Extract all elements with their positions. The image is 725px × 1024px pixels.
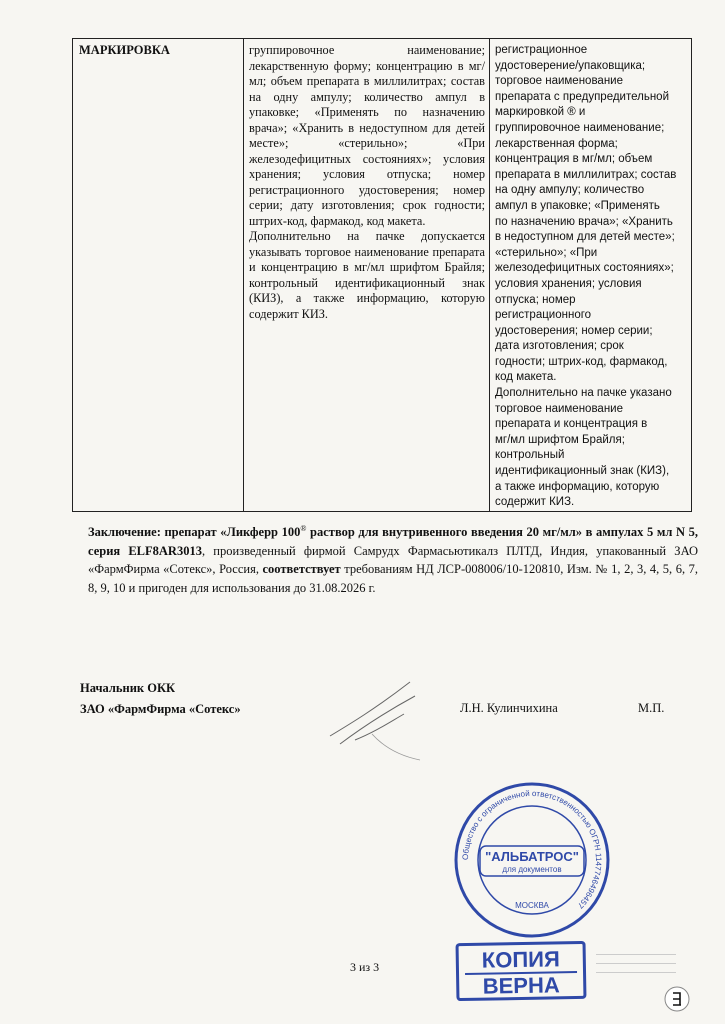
conclusion-lead: препарат « <box>164 525 227 540</box>
product-name: Ликферр 100 <box>226 525 301 540</box>
column-divider <box>243 39 244 511</box>
copy-stamp-line2: ВЕРНА <box>465 971 577 999</box>
conclusion-paragraph <box>88 520 698 597</box>
table-cell-requirements: группировочное наименование; лекарственную форму; концентрацию в мг/мл; объем препарата в миллилитрах; состав на одну ампулу; количество ампул в упаковке; «Применять по назначению врача»; «Хранить в недоступном для детей месте»; «стерильно»; «При железодефицитных состояниях»; условия хранения; условия отпуска; номер регистрационного удостоверения; номер серии; дату изготовления; срок годности; штрих-код, фармакод, код макета. Дополнительно на пачке допускается указывать торговое наименование препарата и концентрацию в мг/мл шрифтом Брайля; контрольный идентификационный знак (КИЗ), а также информацию, которую содержит КИЗ. <box>249 43 485 321</box>
seal-place: М.П. <box>638 701 665 715</box>
dosage-text: раствор для внутривенного введения 20 мг/мл» <box>306 525 583 540</box>
handwritten-signature <box>320 674 440 774</box>
copy-certified-stamp <box>456 941 587 1001</box>
faded-stamp-text <box>596 950 676 990</box>
seal-subtitle: для документов <box>502 865 562 874</box>
company-seal <box>452 780 612 940</box>
verdict-text: соответствует <box>262 562 341 577</box>
copy-stamp-line1: КОПИЯ <box>481 946 560 973</box>
seal-city: МОСКВА <box>515 901 549 910</box>
signer-name: Л.Н. Кулинчихина <box>460 701 558 715</box>
marking-table <box>72 38 692 512</box>
seal-ring-text: Общество с ограниченной ответственностью ОГРН 1147746496457 <box>460 788 604 911</box>
form-text: в ампулах 5 мл N 5, серия ELF8AR3013 <box>88 525 698 558</box>
column-divider <box>489 39 490 511</box>
conclusion-tail: требованиям НД ЛСР-008006/10-120810, Изм. № 1, 2, 3, 4, 5, 6, 7, 8, 9, 10 и пригоден для использования до 31.08.2026 г. <box>88 562 699 595</box>
signer-company: ЗАО «ФармФирма «Сотекс» <box>80 702 241 716</box>
conclusion-label: Заключение: <box>88 525 161 540</box>
seal-name: "АЛЬБАТРОС" <box>485 849 579 864</box>
table-row-label: МАРКИРОВКА <box>79 43 170 57</box>
registered-mark: ® <box>300 524 307 533</box>
producer-text: , произведенный фирмой Самрудх Фармасьютикалз ПЛТД, Индия, упакованный ЗАО «ФармФирма «Сотекс», Россия, <box>88 543 698 577</box>
document-icon <box>664 986 690 1012</box>
page-number: 3 из 3 <box>350 960 380 974</box>
table-cell-actual: регистрационное удостоверение/упаковщика; торговое наименование препарата с предупредительной маркировкой ® и группировочное наименование; лекарственная форма; концентрация в мг/мл; объем препарата в миллилитрах; состав на одну ампулу; количество ампул в упаковке; «Применять по назначению врача»; «Хранить в недоступном для детей месте»; «стерильно»; «При железодефицитных состояниях»; условия хранения; условия отпуска; номер регистрационного удостоверения; номер серии; дата изготовления; срок годности; штрих-код, фармакод, код макета. Дополнительно на пачке указано торговое наименование препарата и концентрация в мг/мл шрифтом Брайля; контрольный идентификационный знак (КИЗ), а также информацию, которую содержит КИЗ. <box>495 44 677 509</box>
signer-position: Начальник ОКК <box>80 681 176 695</box>
